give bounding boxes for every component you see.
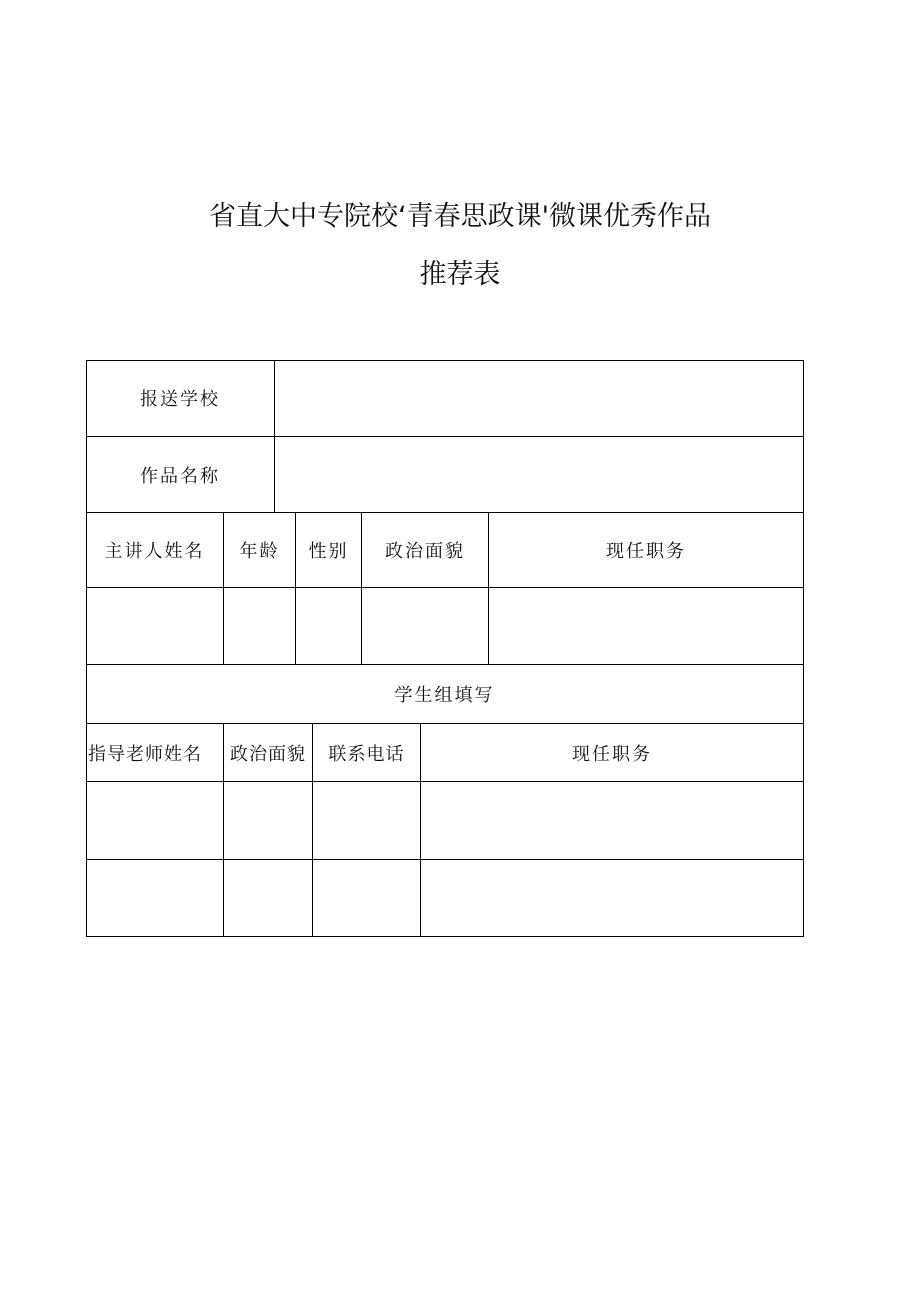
table-border-bottom [86,936,804,937]
gender-field[interactable] [296,588,361,664]
age-header: 年龄 [239,541,280,562]
age-field[interactable] [224,588,295,664]
document-title: 省直大中专院校‘青春思政课'微课优秀作品 [208,201,711,232]
advisor-position-header: 现任职务 [572,743,652,765]
school-label: 报送学校 [140,389,220,410]
advisor-political-status-field[interactable] [224,860,312,936]
current-position-field[interactable] [489,588,803,664]
political-status-header: 政治面貌 [385,541,465,562]
recommendation-form-table [86,360,804,937]
contact-phone-field[interactable] [313,860,420,936]
contact-phone-header: 联系电话 [328,743,405,765]
political-status-field[interactable] [362,588,488,664]
document-subtitle: 推荐表 [419,259,501,290]
work-name-label: 作品名称 [140,465,220,487]
advisor-political-status-header: 政治面貌 [230,743,306,765]
presenter-name-header: 主讲人姓名 [104,541,205,562]
advisor-name-header: 指导老师姓名 [88,743,202,765]
advisor-position-field[interactable] [421,860,803,936]
gender-header: 性别 [308,541,349,562]
school-field[interactable] [275,360,803,436]
table-border-right [803,360,804,937]
advisor-position-field[interactable] [421,782,803,859]
advisor-political-status-field[interactable] [224,782,312,859]
current-position-header: 现任职务 [606,541,686,562]
contact-phone-field[interactable] [313,782,420,859]
advisor-name-field[interactable] [86,782,223,859]
presenter-name-field[interactable] [86,588,223,664]
advisor-name-field[interactable] [86,860,223,936]
student-group-label: 学生组填写 [394,685,495,706]
work-name-field[interactable] [275,437,803,512]
